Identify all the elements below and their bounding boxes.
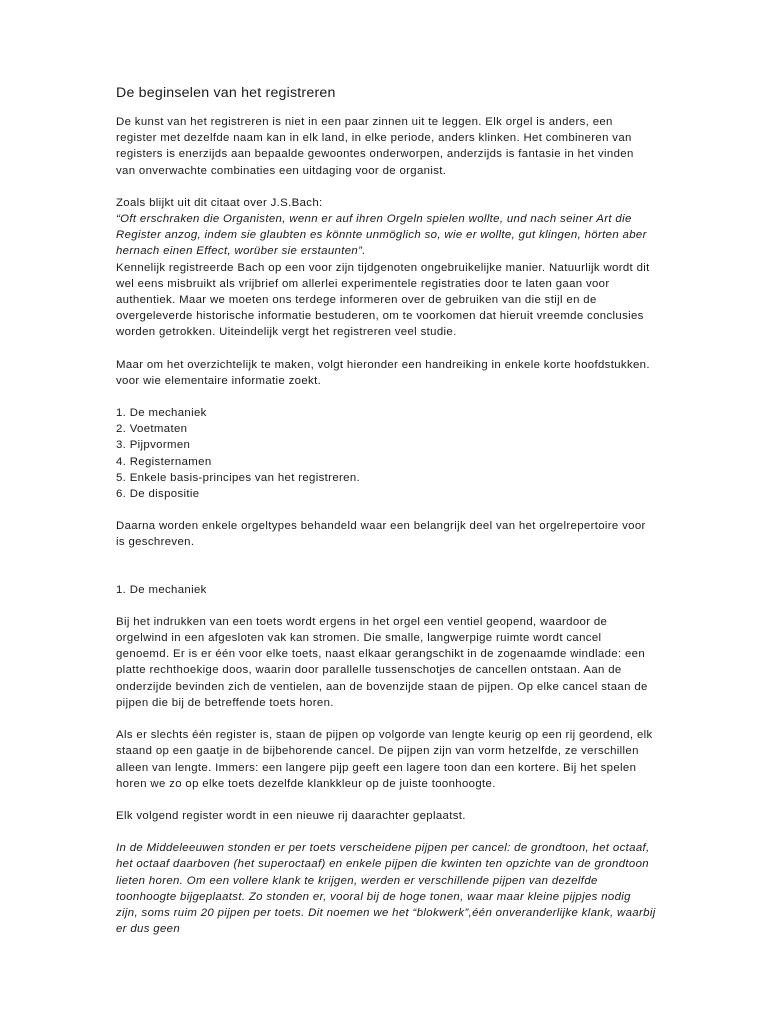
quote-intro: Zoals blijkt uit dit citaat over J.S.Bach: — [116, 196, 323, 209]
section-paragraph: Elk volgend register wordt in een nieuwe rij daarachter geplaatst. — [116, 809, 466, 822]
document-page — [116, 83, 656, 937]
section-paragraph-italic: In de Middeleeuwen stonden er per toets verscheidene pijpen per cancel: de grondtoon, het octaaf, het octaaf daarboven (het superoctaaf) en enkele pijpen die kwinten ten opzichte van de grondtoon lieten horen. Om een vollere klank te krijgen, werden er verschillende pijpen van dezelfde toonhoogte bijgeplaatst. Zo stonden er, vooral bij de hoge tonen, waar maar kleine pijpjes nodig zijn, soms ruim 20 pijpen per toets. Dit noemen we het “blokwerk”,één onveranderlijke klank, waarbij er dus geen — [116, 842, 656, 936]
section-paragraph: Als er slechts één register is, staan de pijpen op volgorde van lengte keurig op een rij geordend, elk staand op een gaatje in de bijbehorende cancel. De pijpen zijn van vorm hetzelfde, ze verschillen alleen van lengte. Immers: een langere pijp geeft een lagere toon dan een kortere. Bij het spelen horen we zo op elke toets dezelfde klankkleur op de juiste toonhoogte. — [116, 729, 653, 790]
overview-paragraph: Maar om het overzichtelijk te maken, volgt hieronder een handreiking in enkele korte hoofdstukken. voor wie elementaire informatie zoekt. — [116, 358, 650, 387]
bach-commentary-paragraph: Kennelijk registreerde Bach op een voor zijn tijdgenoten ongebruikelijke manier. Natuurlijk wordt dit wel eens misbruikt als vrijbrief om allerlei experimentele registraties door te laten gaan voor authentiek. Maar we moeten ons terdege informeren over de gebruiken van die stijl en de overgeleverde historische informatie bestuderen, om te voorkomen dat hieruit vreemde conclusies worden getrokken. Uiteindelijk vergt het registreren veel studie. — [116, 261, 650, 339]
list-item: 6. De dispositie — [116, 488, 200, 501]
list-item: 4. Registernamen — [116, 455, 212, 468]
list-item: 2. Voetmaten — [116, 423, 188, 436]
list-item: 1. De mechaniek — [116, 407, 207, 420]
page-title: De beginselen van het registreren — [116, 85, 336, 101]
section-heading: 1. De mechaniek — [116, 583, 207, 596]
chapter-list — [116, 405, 656, 502]
intro-paragraph: De kunst van het registreren is niet in een paar zinnen uit te leggen. Elk orgel is anders, een register met dezelfde naam kan in elk land, in elke periode, anders klinken. Het combineren van registers is enerzijds aan bepaalde gewoontes onderworpen, anderzijds is fantasie in het vinden van onverwachte combinaties een uitdaging voor de organist. — [116, 116, 634, 177]
afterword-paragraph: Daarna worden enkele orgeltypes behandeld waar een belangrijk deel van het orgelrepertoire voor is geschreven. — [116, 520, 646, 549]
section-paragraph: Bij het indrukken van een toets wordt ergens in het orgel een ventiel geopend, waardoor de orgelwind in een afgesloten vak kan stromen. Die smalle, langwerpige ruimte wordt cancel genoemd. Er is er één voor elke toets, naast elkaar gerangschikt in de zogenaamde windlade: een platte rechthoekige doos, waarin door parallelle tussenschotjes de cancellen ontstaan. Aan de onderzijde bevinden zich de ventielen, aan de bovenzijde staan de pijpen. Op elke cancel staan de pijpen die bij de betreffende toets horen. — [116, 615, 648, 709]
list-item: 5. Enkele basis-principes van het registreren. — [116, 471, 361, 484]
list-item: 3. Pijpvormen — [116, 439, 191, 452]
bach-quote: “Oft erschraken die Organisten, wenn er auf ihren Orgeln spielen wollte, und nach seiner Art die Register anzog, indem sie glaubten es könnte unmöglich so, wie er wollte, gut klingen, hörten aber hernach einen Effect, worüber sie erstaunten”. — [116, 213, 647, 258]
